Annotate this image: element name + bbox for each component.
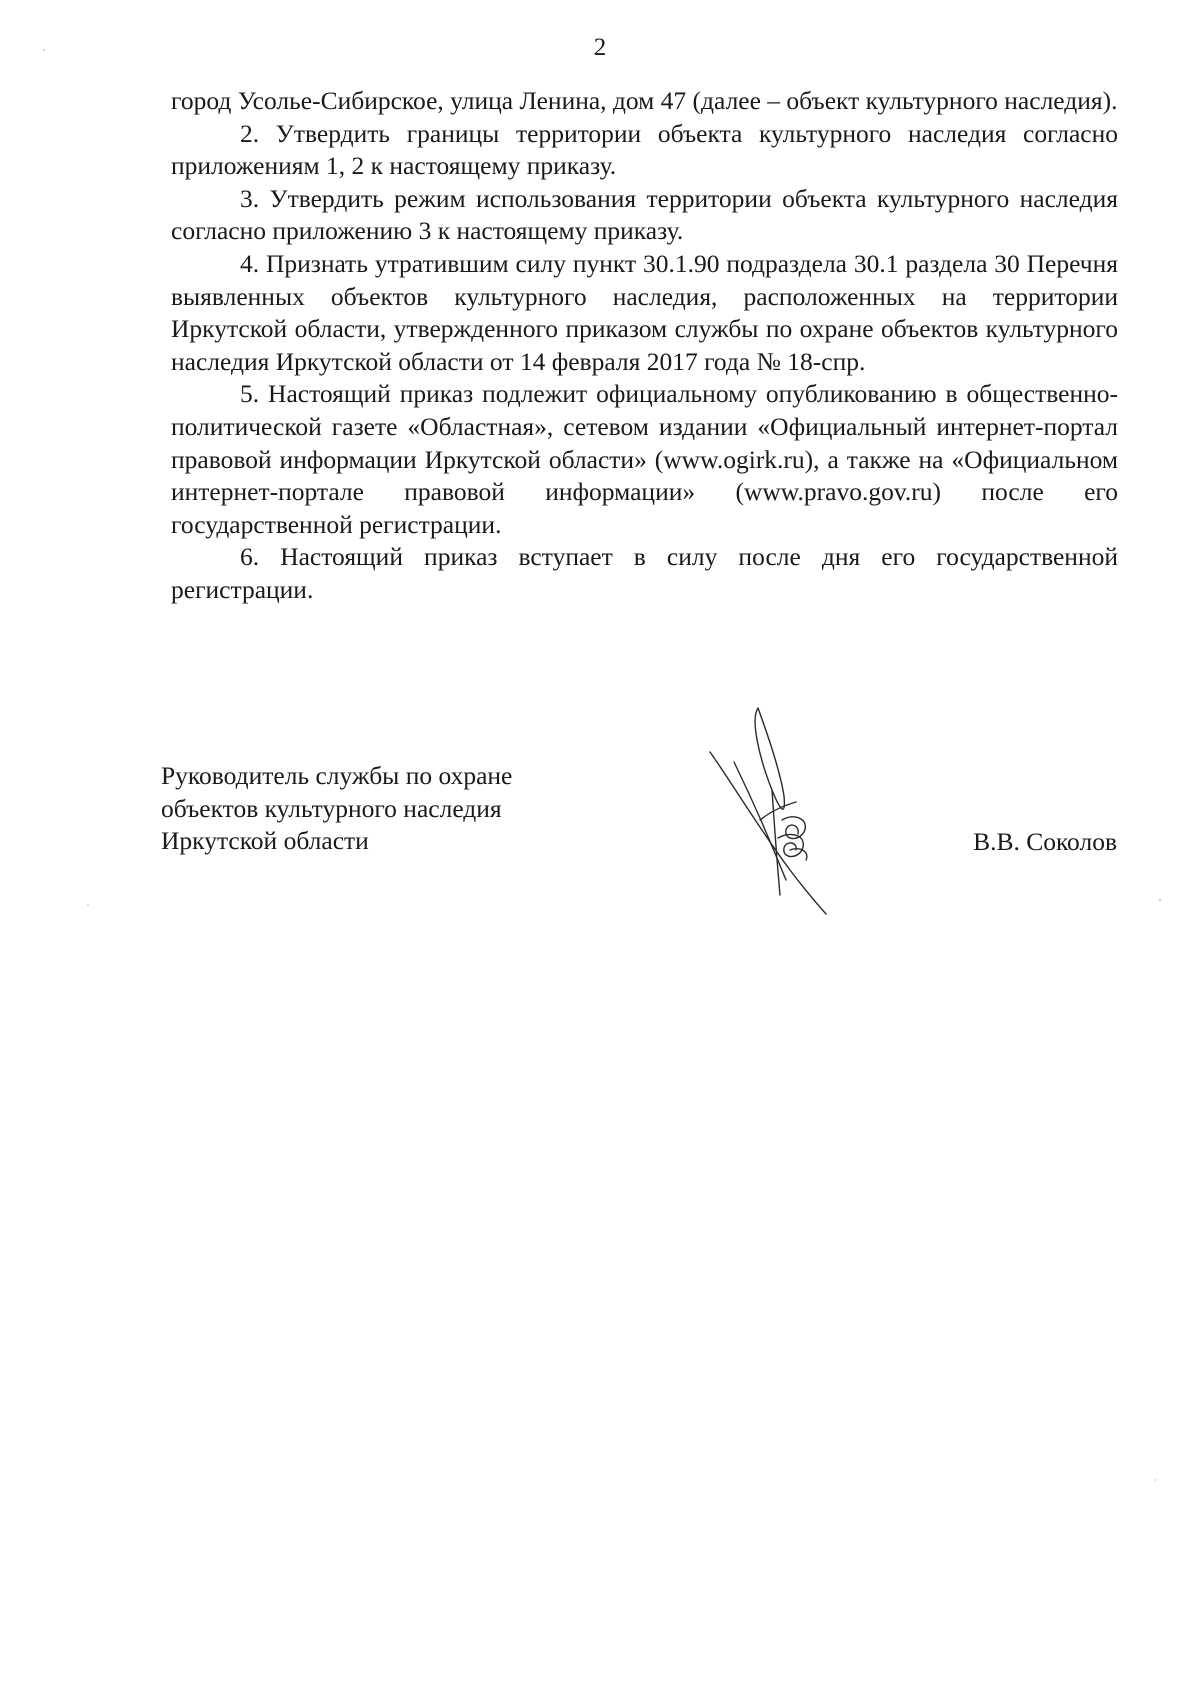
paragraph-item-3: 3. Утвердить режим использования территории объекта культурного наследия согласно приложению 3 к настоящему приказу. — [171, 183, 1118, 246]
paragraph-item-4: 4. Признать утратившим силу пункт 30.1.90 подраздела 30.1 раздела 30 Перечня выявленных объектов культурного наследия, расположенных на территории Иркутской области, утвержденного приказом службы по охране объектов культурного наследия Иркутской области от 14 февраля 2017 года № 18-спр. — [171, 248, 1118, 376]
signatory-position-line: объектов культурного наследия — [161, 793, 502, 823]
signatory-position-line: Руководитель службы по охране — [161, 761, 513, 790]
signatory-position-line: Иркутской области — [161, 826, 369, 856]
paragraph-item-6: 6. Настоящий приказ вступает в силу после дня его государственной регистрации. — [171, 542, 1118, 604]
paragraph-address-continuation: город Усолье-Сибирское, улица Ленина, дом 47 (далее – объект культурного наследия). — [171, 86, 1118, 115]
paragraph-item-2: 2. Утвердить границы территории объекта культурного наследия согласно приложениям 1, 2 к настоящему приказу. — [171, 118, 1118, 181]
handwritten-signature — [700, 700, 850, 915]
paragraph-item-5: 5. Настоящий приказ подлежит официальному опубликованию в общественно-политической газете «Областная», сетевом издании «Официальный интернет-портал правовой информации Иркутской области» (www.ogirk.ru), а также на «Официальном интернет-портале правовой информации» (www.pravo.gov.ru) после его государственной регистрации. — [171, 379, 1118, 539]
page-number: 2 — [593, 34, 607, 61]
signatory-position — [161, 760, 512, 858]
signatory-name: В.В. Соколов — [973, 827, 1117, 856]
order-body-text — [171, 85, 1118, 607]
